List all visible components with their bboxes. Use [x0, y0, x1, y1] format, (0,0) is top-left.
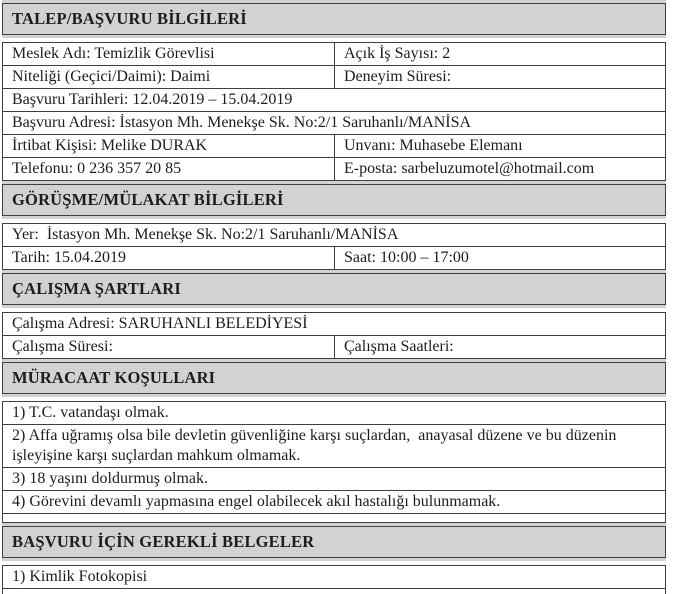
table-cell: Unvanı: Muhasebe Elemanı [334, 135, 665, 157]
section-title: GÖRÜŞME/MÜLAKAT BİLGİLERİ [2, 184, 666, 216]
table-row [2, 565, 666, 589]
table-cell: 2) Affa uğramış olsa bile devletin güvenliğine karşı suçlardan, anayasal düzene ve bu düzenin işleyişine karşı suçlardan mahkum olmamak. [12, 427, 621, 464]
table-row [2, 157, 666, 181]
table-cell: Telefonu: 0 236 357 20 85 [12, 160, 182, 177]
table-cell: 3) 18 yaşını doldurmuş olmak. [12, 470, 208, 487]
section-header [2, 523, 666, 561]
table-cell: 4) Görevini devamlı yapmasına engel olabilecek akıl hastalığı bulunmamak. [12, 493, 501, 510]
table-row [2, 88, 666, 112]
table-row [2, 111, 666, 135]
section-title: MÜRACAAT KOŞULLARI [2, 362, 666, 394]
table-cell: İrtibat Kişisi: Melike DURAK [12, 137, 208, 154]
table-cell: Açık İş Sayısı: 2 [334, 43, 665, 65]
table-cell: Saat: 10:00 – 17:00 [334, 247, 665, 269]
table-cell: Başvuru Adresi: İstasyon Mh. Menekşe Sk. No:2/1 Saruhanlı/MANİSA [12, 114, 472, 131]
table-cell: Yer: İstasyon Mh. Menekşe Sk. No:2/1 Saruhanlı/MANİSA [12, 226, 399, 243]
table-row [2, 335, 666, 359]
section-header [2, 181, 666, 219]
table-cell: Meslek Adı: Temizlik Görevlisi [12, 45, 215, 62]
section-header [2, 359, 666, 397]
table-row [2, 65, 666, 89]
table-cell: E-posta: sarbeluzumotel@hotmail.com [334, 158, 665, 180]
table-cell: Niteliği (Geçici/Daimi): Daimi [12, 68, 211, 85]
table-cell [3, 514, 665, 522]
table-row [2, 134, 666, 158]
table-row [2, 42, 666, 66]
table-row [2, 490, 666, 514]
table-cell: 1) Kimlik Fotokopisi [12, 568, 148, 585]
section-title: ÇALIŞMA ŞARTLARI [2, 273, 666, 305]
section-title: BAŞVURU İÇİN GEREKLİ BELGELER [2, 526, 666, 558]
table-cell: Çalışma Adresi: SARUHANLI BELEDİYESİ [12, 315, 308, 332]
section-title: TALEP/BAŞVURU BİLGİLERİ [2, 3, 666, 35]
table-cell [3, 589, 665, 594]
table-cell: Başvuru Tarihleri: 12.04.2019 – 15.04.2019 [12, 91, 293, 108]
table-row [2, 223, 666, 247]
section-header [2, 0, 666, 38]
table-row [2, 424, 666, 468]
empty-row [2, 588, 666, 594]
table-row [2, 312, 666, 336]
table-cell: Çalışma Süresi: [12, 338, 113, 355]
table-cell: Çalışma Saatleri: [334, 336, 665, 358]
table-row [2, 246, 666, 270]
table-cell: 1) T.C. vatandaşı olmak. [12, 404, 169, 421]
table-row [2, 467, 666, 491]
table-cell: Deneyim Süresi: [334, 66, 665, 88]
empty-row [2, 513, 666, 523]
job-posting-document [2, 0, 666, 594]
section-header [2, 270, 666, 308]
table-cell: Tarih: 15.04.2019 [12, 249, 126, 266]
table-row [2, 401, 666, 425]
